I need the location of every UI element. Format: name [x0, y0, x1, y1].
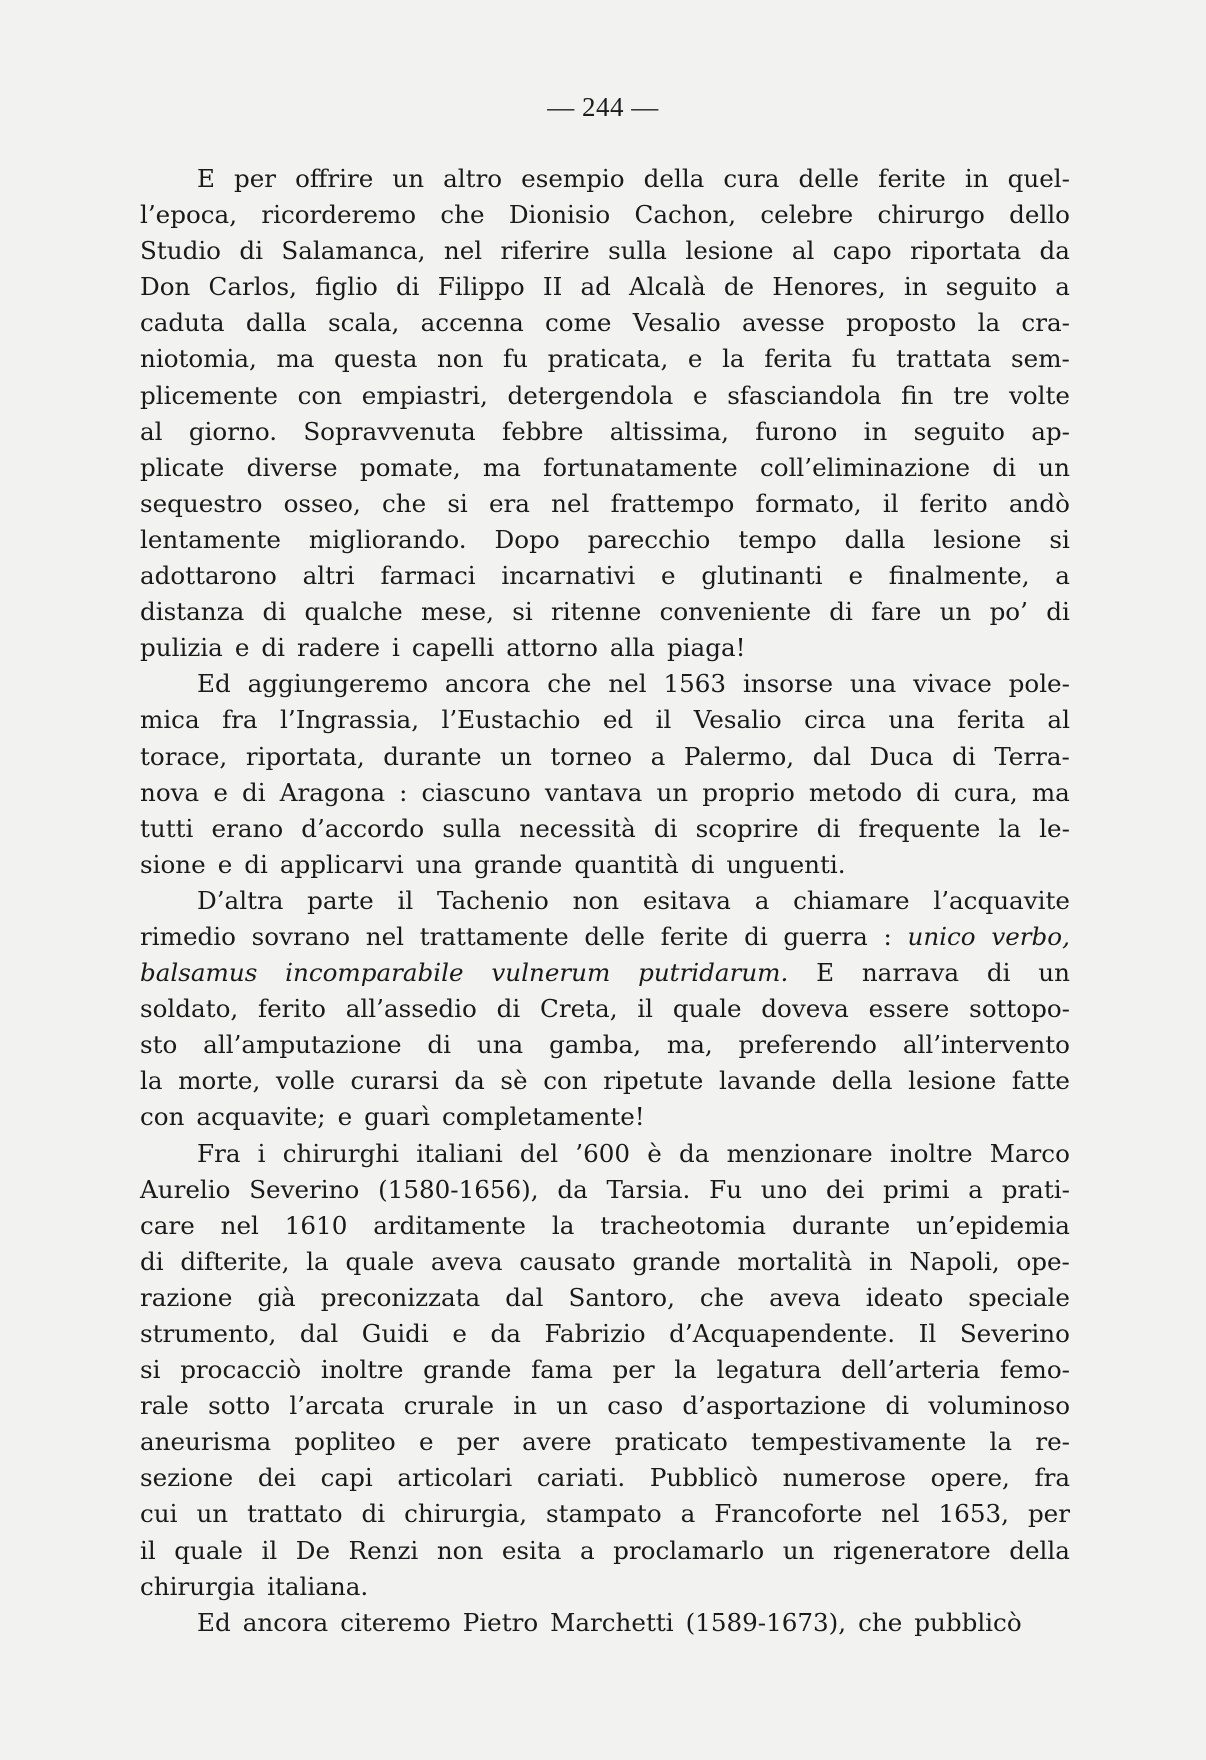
text-line: sto all’amputazione di una gamba, ma, preferendo all’intervento: [140, 1030, 1070, 1060]
body-text: [140, 161, 1070, 1641]
text-line: razione già preconizzata dal Santoro, che aveva ideato speciale: [140, 1282, 1070, 1312]
text-line: sezione dei capi articolari cariati. Pubblicò numerose opere, fra: [140, 1463, 1070, 1493]
text-line: cui un trattato di chirurgia, stampato a Francoforte nel 1653, per: [140, 1499, 1070, 1529]
text-line: la morte, volle curarsi da sè con ripetute lavande della lesione fatte: [140, 1066, 1070, 1096]
text-line: balsamus incomparabile vulnerum putridarum. E narrava di un: [140, 958, 1070, 988]
text-line: plicemente con empiastri, detergendola e sfasciandola fin tre volte: [140, 380, 1070, 410]
text-line: Aurelio Severino (1580-1656), da Tarsia. Fu uno dei primi a prati-: [140, 1174, 1070, 1204]
text-line: soldato, ferito all’assedio di Creta, il quale doveva essere sottopo-: [140, 994, 1070, 1024]
text-line: tutti erano d’accordo sulla necessità di scoprire di frequente la le-: [140, 813, 1070, 843]
text-line: distanza di qualche mese, si ritenne conveniente di fare un po’ di: [140, 597, 1070, 627]
text-line: adottarono altri farmaci incarnativi e glutinanti e finalmente, a: [140, 561, 1070, 591]
text-line: D’altra parte il Tachenio non esitava a chiamare l’acquavite: [197, 885, 1070, 915]
text-line: mica fra l’Ingrassia, l’Eustachio ed il Vesalio circa una ferita al: [140, 705, 1070, 735]
text-line: Don Carlos, figlio di Filippo II ad Alcalà de Henores, in seguito a: [140, 272, 1070, 302]
paragraph: [140, 883, 1070, 1136]
text-line: rimedio sovrano nel trattamente delle ferite di guerra : unico verbo,: [140, 921, 1070, 951]
text-line: si procacciò inoltre grande fama per la legatura dell’arteria femo-: [140, 1355, 1070, 1385]
text-line: torace, riportata, durante un torneo a Palermo, dal Duca di Terra-: [140, 741, 1070, 771]
text-line: con acquavite; e guarì completamente!: [140, 1102, 645, 1132]
text-line: nova e di Aragona : ciascuno vantava un proprio metodo di cura, ma: [140, 777, 1070, 807]
text-line: niotomia, ma questa non fu praticata, e la ferita fu trattata sem-: [140, 344, 1070, 374]
text-line: lentamente migliorando. Dopo parecchio tempo dalla lesione si: [140, 524, 1070, 554]
text-line: il quale il De Renzi non esita a proclamarlo un rigeneratore della: [140, 1535, 1070, 1565]
text-line: strumento, dal Guidi e da Fabrizio d’Acquapendente. Il Severino: [140, 1319, 1070, 1348]
text-line: care nel 1610 arditamente la tracheotomia durante un’epidemia: [140, 1210, 1070, 1240]
paragraph: [140, 161, 1070, 666]
paragraph: [140, 1605, 1070, 1641]
text-line: plicate diverse pomate, ma fortunatamente coll’eliminazione di un: [140, 452, 1070, 482]
text-line: rale sotto l’arcata crurale in un caso d’asportazione di voluminoso: [140, 1391, 1070, 1421]
page-number: — 244 —: [547, 92, 659, 122]
text-line: pulizia e di radere i capelli attorno alla piaga!: [140, 633, 746, 663]
text-line: l’epoca, ricorderemo che Dionisio Cachon, celebre chirurgo dello: [140, 200, 1070, 230]
text-line: chirurgia italiana.: [140, 1571, 369, 1601]
text-line: E per offrire un altro esempio della cura delle ferite in quel-: [197, 164, 1070, 193]
text-line: aneurisma popliteo e per avere praticato tempestivamente la re-: [140, 1427, 1070, 1457]
text-line: Studio di Salamanca, nel riferire sulla lesione al capo riportata da: [140, 236, 1070, 266]
text-line: sequestro osseo, che si era nel frattempo formato, il ferito andò: [140, 488, 1070, 518]
text-line: sione e di applicarvi una grande quantità di unguenti.: [140, 849, 846, 879]
text-line: caduta dalla scala, accenna come Vesalio avesse proposto la cra-: [140, 308, 1070, 338]
paragraph: [140, 666, 1070, 883]
paragraph: [140, 1136, 1070, 1605]
text-line: Ed ancora citeremo Pietro Marchetti (1589-1673), che pubblicò: [197, 1607, 1022, 1637]
text-line: al giorno. Sopravvenuta febbre altissima, furono in seguito ap-: [140, 416, 1070, 446]
text-line: di difterite, la quale aveva causato grande mortalità in Napoli, ope-: [140, 1246, 1070, 1276]
text-line: Ed aggiungeremo ancora che nel 1563 insorse una vivace pole-: [197, 669, 1070, 699]
text-line: Fra i chirurghi italiani del ’600 è da menzionare inoltre Marco: [197, 1138, 1070, 1168]
